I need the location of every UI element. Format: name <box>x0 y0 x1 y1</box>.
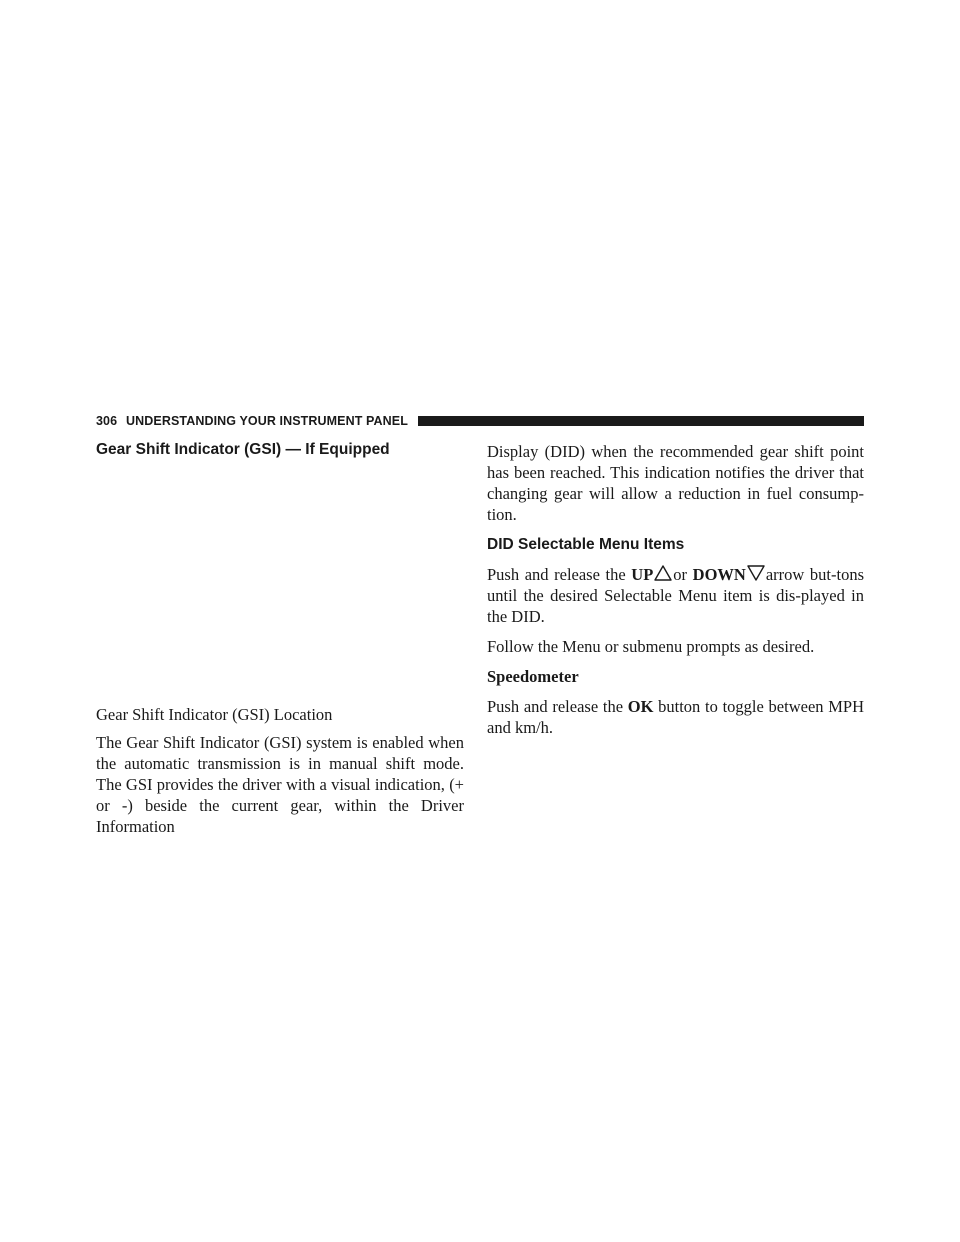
gsi-paragraph: The Gear Shift Indicator (GSI) system is enabled when the automatic transmission is in manual shift mode. The GSI provides the driver with a visual indication, (+ or -) beside the current gear, within the Driver Information <box>96 733 464 836</box>
arrow-buttons-text: arrow but-tons until the desired Selectable Menu item is dis-played in the DID. <box>487 565 864 626</box>
up-arrow-triangle-icon <box>653 564 673 582</box>
gsi-heading: Gear Shift Indicator (GSI) — If Equipped <box>96 441 390 458</box>
ok-post-text: button to toggle between MPH and km/h. <box>487 697 864 737</box>
or-text: or <box>673 565 688 584</box>
push-release-text: Push and release the <box>487 565 626 584</box>
gsi-continuation: Display (DID) when the recommended gear shift point has been reached. This indication notifies the driver that changing gear will allow a reduction in fuel consump-tion. <box>487 442 864 524</box>
down-arrow-triangle-icon <box>746 564 766 582</box>
up-label: UP <box>631 565 654 584</box>
follow-prompts-text: Follow the Menu or submenu prompts as desired. <box>487 637 815 656</box>
speedometer-heading: Speedometer <box>487 667 579 686</box>
page-header <box>96 413 864 429</box>
figure-caption: Gear Shift Indicator (GSI) Location <box>96 705 333 724</box>
down-label: DOWN <box>692 565 746 584</box>
did-menu-instructions <box>487 564 864 627</box>
header-rule <box>418 416 864 426</box>
ok-label: OK <box>627 697 654 716</box>
did-menu-heading: DID Selectable Menu Items <box>487 536 685 553</box>
figure-area <box>96 460 464 704</box>
left-column <box>96 440 464 837</box>
speedometer-instructions <box>487 696 864 738</box>
section-title: UNDERSTANDING YOUR INSTRUMENT PANEL <box>126 414 408 428</box>
right-column <box>487 441 864 738</box>
page-number: 306 <box>96 414 118 428</box>
ok-pre-text: Push and release the <box>487 697 624 716</box>
